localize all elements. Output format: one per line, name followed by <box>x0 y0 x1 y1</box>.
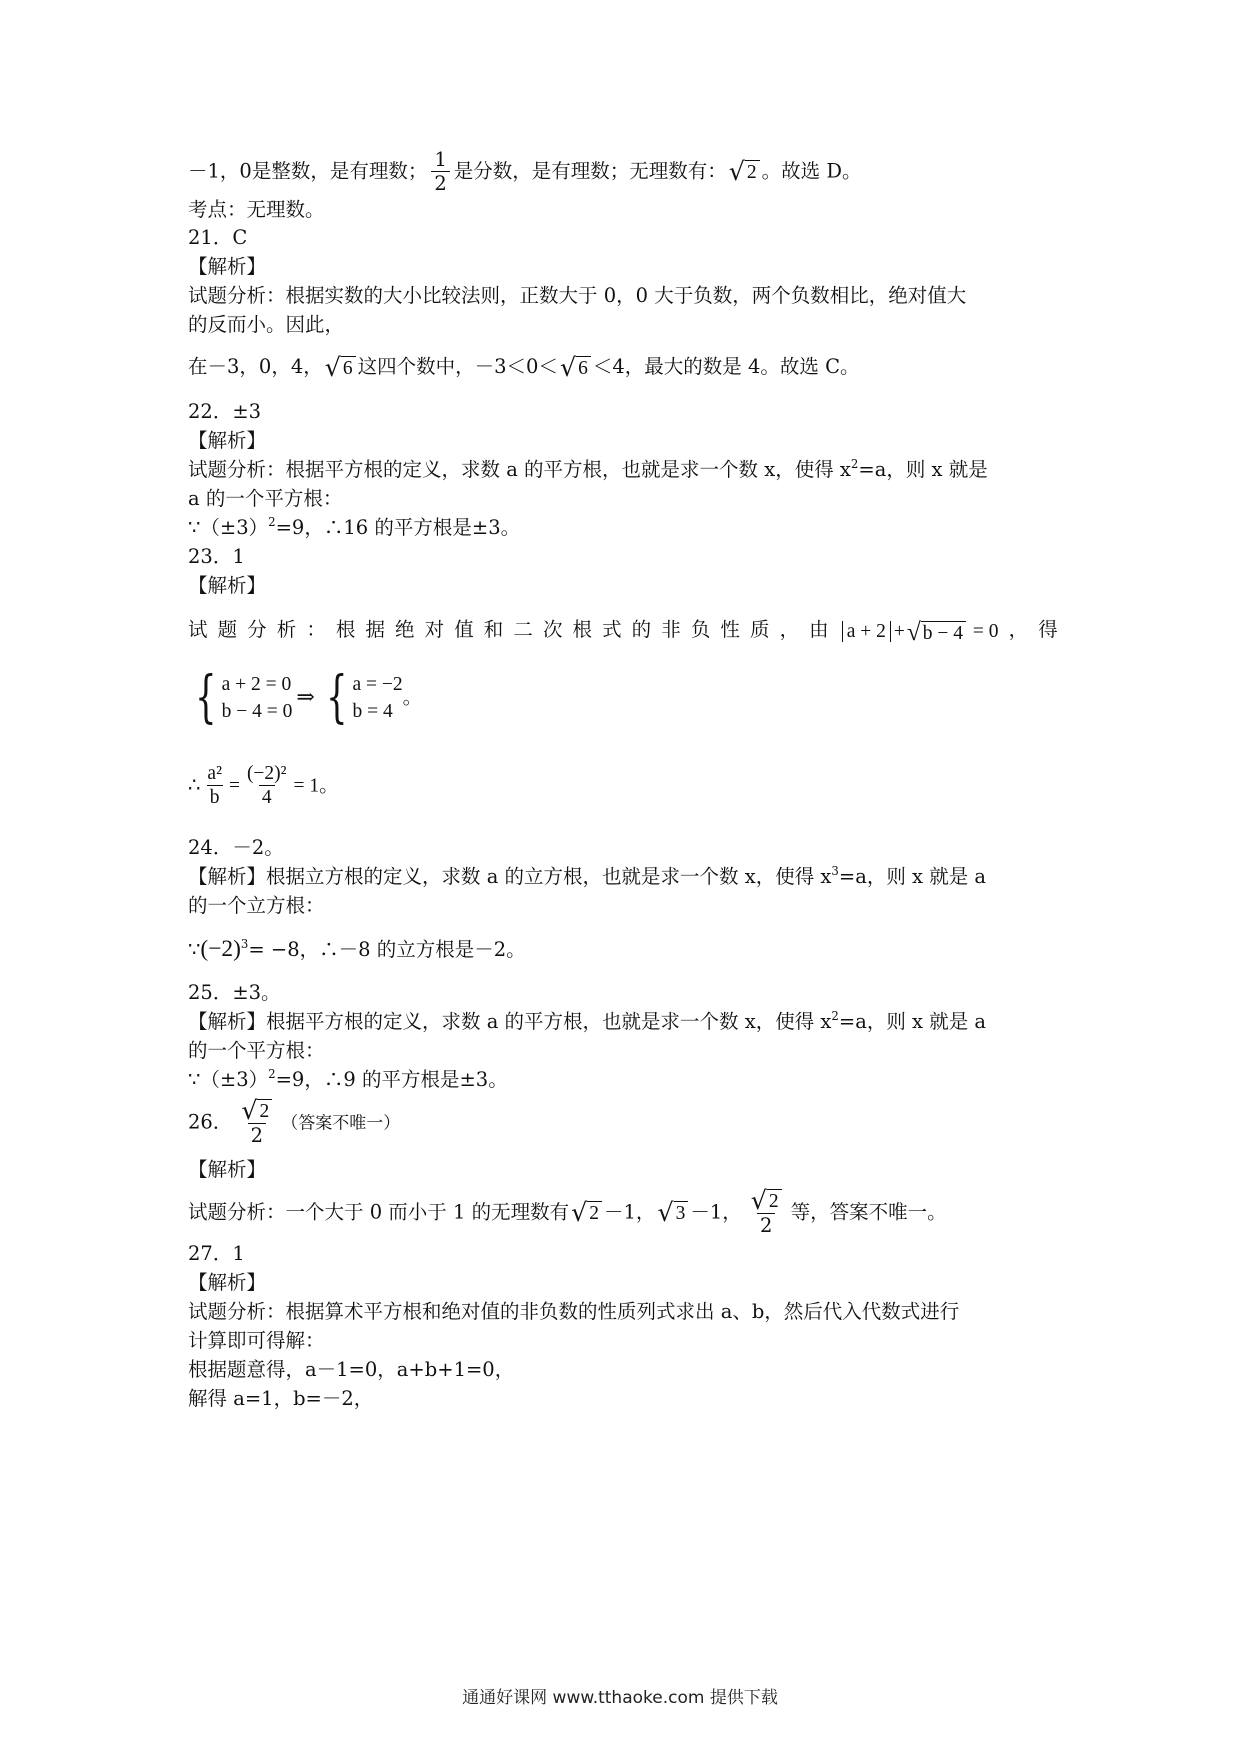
q26-answer: 26． √ 2 2 （答案不唯一） <box>188 1095 401 1148</box>
q22-jiexi: 【解析】 <box>188 429 267 452</box>
text: 是分数，是有理数；无理数有： <box>453 159 727 183</box>
sqrt-6: √ 6 <box>560 355 591 380</box>
q23-char: 次 <box>542 618 563 641</box>
q27-jiexi: 【解析】 <box>188 1271 267 1294</box>
fraction-a2-over-b: $\frac{\text{a²}}{b}$ <box>207 763 222 809</box>
text: －1，0是整数，是有理数； <box>188 159 428 183</box>
q23-char: 性 <box>720 618 740 641</box>
q23-answer: 23．1 <box>188 545 245 568</box>
q23-char: ， <box>1008 618 1029 641</box>
q24-text-1: 【解析】根据立方根的定义，求数 a 的立方根，也就是求一个数 x，使得 $x^3=a$，则 x 就是 a <box>188 863 987 888</box>
q23-char: 负 <box>690 618 711 641</box>
q23-char: 非 <box>661 618 681 641</box>
q22-answer: 22．±3 <box>188 400 262 423</box>
sqrt-2: √ 2 <box>729 159 760 184</box>
q23-char: ： <box>306 618 326 641</box>
q27-text-2: 计算即可得解： <box>188 1329 325 1352</box>
q23-char: 和 <box>483 618 504 641</box>
q26-text-1: 试题分析：一个大于 0 而小于 1 的无理数有 √ 2 －1， √ 3 －1， √ 2 2 等，答案不唯一。 <box>188 1185 947 1238</box>
q23-char: 试 <box>188 618 208 641</box>
fraction-one-half: $\frac{1}{2}$ <box>431 148 449 196</box>
q27-text-1: 试题分析：根据算术平方根和绝对值的非负数的性质列式求出 a、b，然后代入代数式进行 <box>188 1300 960 1323</box>
q23-equation: a + 2 + √ b − 4 = 0 <box>839 620 999 645</box>
sqrt-3: √ 3 <box>657 1200 688 1225</box>
q23-text-1 <box>188 620 1058 645</box>
q23-char: 析 <box>276 618 297 641</box>
q22-text-3: $\because(\pm 3)^2=9$，∴16 的平方根是±3。 <box>188 514 521 539</box>
q23-char: 根 <box>335 618 356 641</box>
q27-text-4: 解得 a=1，b=－2， <box>188 1387 374 1410</box>
equation-system-2: { a = −2 b = 4 <box>325 665 403 730</box>
text: 。故选 D。 <box>761 159 862 183</box>
fraction-minus2-squared-over-4: $\frac{\text{(−2)²}}{4}$ <box>246 763 287 809</box>
equation-system-1: { a + 2 = 0 b − 4 = 0 <box>195 665 293 730</box>
q23-char: 质 <box>749 618 770 641</box>
q27-text-3: 根据题意得，a－1=0，a+b+1=0， <box>188 1358 515 1381</box>
q25-answer: 25．±3。 <box>188 981 281 1004</box>
q26-jiexi: 【解析】 <box>188 1158 267 1181</box>
implies-arrow: ⇒ <box>296 684 315 710</box>
q23-char: 值 <box>454 618 474 641</box>
q27-answer: 27．1 <box>188 1242 245 1265</box>
answer-20-explanation <box>188 148 862 196</box>
q22-text-1: 试题分析：根据平方根的定义，求数 a 的平方根，也就是求一个数 x，使得 $x^2=a$，则 x 就是 <box>188 456 988 481</box>
q23-char: 得 <box>1038 618 1058 641</box>
q21-jiexi: 【解析】 <box>188 255 267 278</box>
q23-char: 二 <box>513 618 533 641</box>
sqrt-2: √ 2 <box>751 1188 782 1213</box>
q24-text-2: 的一个立方根： <box>188 894 325 917</box>
fraction-sqrt2-over-2: √ 2 2 <box>236 1098 277 1148</box>
sqrt-2: √ 2 <box>571 1200 602 1225</box>
q23-char: 对 <box>424 618 445 641</box>
q21-text-3: 在－3，0，4， √ 6 这四个数中，－3＜0＜ √ 6 ＜4，最大的数是 4。故选 C。 <box>188 352 860 382</box>
q23-char: 据 <box>365 618 385 641</box>
q23-char: 绝 <box>395 618 415 641</box>
q23-char: 分 <box>247 618 267 641</box>
q24-answer: 24．－2。 <box>188 836 284 859</box>
q25-text-3: $\because(\pm 3)^2=9$，∴9 的平方根是±3。 <box>188 1066 508 1091</box>
q23-char: 的 <box>631 618 652 641</box>
q23-result: ∴ $\frac{\text{a²}}{b}$ = $\frac{\text{(−2)²}}{4}$ = 1。 <box>188 763 339 809</box>
fraction-sqrt2-over-2: √ 2 2 <box>746 1188 787 1238</box>
q23-char: 式 <box>602 618 622 641</box>
sqrt-2: √ 2 <box>241 1098 272 1123</box>
sqrt-6: √ 6 <box>325 355 356 380</box>
sqrt-b-minus-4: √ b − 4 <box>907 620 966 645</box>
q23-char: 由 <box>809 618 829 641</box>
q23-char: 根 <box>572 618 593 641</box>
q21-text-1: 试题分析：根据实数的大小比较法则，正数大于 0，0 大于负数，两个负数相比，绝对值大 <box>188 284 967 307</box>
q22-text-2: a 的一个平方根： <box>188 487 343 510</box>
q23-char: ， <box>779 618 800 641</box>
q25-text-1: 【解析】根据平方根的定义，求数 a 的平方根，也就是求一个数 x，使得 $x^2=a$，则 x 就是 a <box>188 1008 987 1033</box>
footer-watermark: 通通好课网 www.tthaoke.com 提供下载 <box>462 1688 778 1708</box>
q23-system: { a + 2 = 0 b − 4 = 0 ⇒ { a = −2 b = 4 。 <box>188 670 422 726</box>
q24-text-3: $\because(-2)^3= -8$，∴－8 的立方根是－2。 <box>188 936 526 962</box>
kaodian: 考点：无理数。 <box>188 198 325 221</box>
q23-jiexi: 【解析】 <box>188 574 267 597</box>
q21-text-2: 的反而小。因此， <box>188 313 345 336</box>
q23-char: 题 <box>217 618 238 641</box>
q25-text-2: 的一个平方根： <box>188 1039 325 1062</box>
q21-answer: 21．C <box>188 226 248 249</box>
